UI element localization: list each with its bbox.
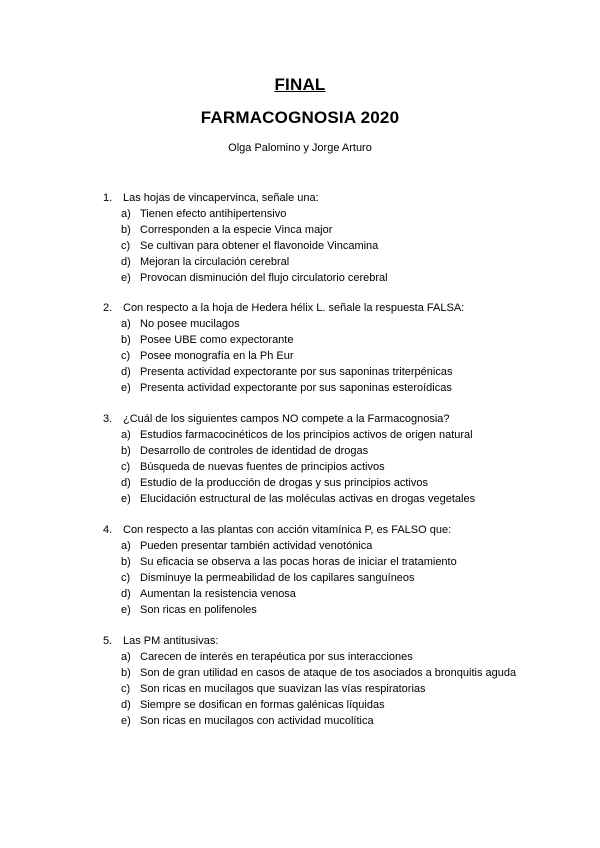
question-number: 5. — [103, 635, 113, 647]
question-3 — [103, 411, 475, 507]
question-text: Con respecto a la hoja de Hedera hélix L. señale la respuesta FALSA: — [123, 302, 465, 314]
option-text: No posee mucilagos — [140, 318, 240, 330]
option-text: Corresponden a la especie Vinca major — [140, 224, 333, 236]
option-list — [103, 316, 464, 396]
option-d — [103, 697, 516, 713]
option-letter: b) — [121, 556, 131, 568]
option-d — [103, 586, 457, 602]
option-text: Carecen de interés en terapéutica por sus interacciones — [140, 651, 413, 663]
question-header — [103, 300, 464, 316]
question-2 — [103, 300, 464, 396]
question-number: 1. — [103, 192, 113, 204]
option-letter: d) — [121, 256, 131, 268]
option-letter: e) — [121, 493, 131, 505]
option-c — [103, 570, 457, 586]
option-letter: c) — [121, 350, 131, 362]
option-b — [103, 443, 475, 459]
question-header — [103, 190, 388, 206]
option-text: Posee UBE como expectorante — [140, 334, 294, 346]
option-letter: e) — [121, 604, 131, 616]
option-text: Desarrollo de controles de identidad de drogas — [140, 445, 369, 457]
option-a — [103, 316, 464, 332]
option-text: Disminuye la permeabilidad de los capilares sanguíneos — [140, 572, 415, 584]
option-letter: a) — [121, 540, 131, 552]
option-letter: b) — [121, 224, 131, 236]
option-text: Posee monografía en la Ph Eur — [140, 350, 294, 362]
option-b — [103, 554, 457, 570]
question-text: Con respecto a las plantas con acción vitamínica P, es FALSO que: — [123, 524, 452, 536]
option-letter: c) — [121, 461, 131, 473]
question-header — [103, 522, 457, 538]
option-list — [103, 206, 388, 286]
option-text: Siempre se dosifican en formas galénicas líquidas — [140, 699, 385, 711]
option-a — [103, 206, 388, 222]
question-1 — [103, 190, 388, 286]
option-e — [103, 602, 457, 618]
option-letter: b) — [121, 445, 131, 457]
option-letter: d) — [121, 366, 131, 378]
option-b — [103, 332, 464, 348]
option-letter: b) — [121, 334, 131, 346]
option-letter: c) — [121, 683, 131, 695]
option-text: Son ricas en mucilagos que suavizan las vías respiratorias — [140, 683, 426, 695]
option-letter: a) — [121, 429, 131, 441]
option-text: Estudio de la producción de drogas y sus principios activos — [140, 477, 428, 489]
option-letter: c) — [121, 240, 131, 252]
option-letter: e) — [121, 382, 131, 394]
option-text: Elucidación estructural de las moléculas activas en drogas vegetales — [140, 493, 476, 505]
option-list — [103, 538, 457, 618]
option-list — [103, 649, 516, 729]
option-e — [103, 491, 475, 507]
question-number: 4. — [103, 524, 113, 536]
option-d — [103, 364, 464, 380]
option-a — [103, 649, 516, 665]
option-a — [103, 427, 475, 443]
question-header — [103, 633, 516, 649]
option-text: Estudios farmacocinéticos de los principios activos de origen natural — [140, 429, 473, 441]
option-c — [103, 459, 475, 475]
option-list — [103, 427, 475, 507]
option-d — [103, 475, 475, 491]
option-e — [103, 380, 464, 396]
question-text: Las PM antitusivas: — [123, 635, 219, 647]
option-text: Se cultivan para obtener el flavonoide Vincamina — [140, 240, 379, 252]
option-text: Son ricas en mucilagos con actividad mucolítica — [140, 715, 374, 727]
option-c — [103, 348, 464, 364]
exam-title: FINAL — [274, 75, 326, 94]
question-4 — [103, 522, 457, 618]
question-5 — [103, 633, 516, 729]
question-text: Las hojas de vincapervinca, señale una: — [123, 192, 319, 204]
option-d — [103, 254, 388, 270]
option-text: Son ricas en polifenoles — [140, 604, 257, 616]
option-letter: d) — [121, 699, 131, 711]
exam-authors: Olga Palomino y Jorge Arturo — [228, 142, 372, 154]
option-text: Pueden presentar también actividad venotónica — [140, 540, 373, 552]
option-letter: a) — [121, 651, 131, 663]
question-number: 3. — [103, 413, 113, 425]
option-letter: a) — [121, 208, 131, 220]
option-letter: e) — [121, 272, 131, 284]
option-text: Tienen efecto antihipertensivo — [140, 208, 287, 220]
option-c — [103, 681, 516, 697]
question-header — [103, 411, 475, 427]
option-text: Su eficacia se observa a las pocas horas de iniciar el tratamiento — [140, 556, 457, 568]
option-letter: d) — [121, 588, 131, 600]
option-letter: c) — [121, 572, 131, 584]
question-text: ¿Cuál de los siguientes campos NO compete a la Farmacognosia? — [123, 413, 450, 425]
option-text: Mejoran la circulación cerebral — [140, 256, 290, 268]
option-text: Presenta actividad expectorante por sus saponinas triterpénicas — [140, 366, 453, 378]
option-text: Provocan disminución del flujo circulatorio cerebral — [140, 272, 388, 284]
option-a — [103, 538, 457, 554]
option-text: Son de gran utilidad en casos de ataque de tos asociados a bronquitis aguda — [140, 667, 517, 679]
option-letter: e) — [121, 715, 131, 727]
option-b — [103, 665, 516, 681]
option-letter: a) — [121, 318, 131, 330]
option-letter: b) — [121, 667, 131, 679]
option-b — [103, 222, 388, 238]
option-c — [103, 238, 388, 254]
option-letter: d) — [121, 477, 131, 489]
option-e — [103, 270, 388, 286]
option-text: Búsqueda de nuevas fuentes de principios activos — [140, 461, 385, 473]
question-number: 2. — [103, 302, 113, 314]
exam-subject: FARMACOGNOSIA 2020 — [200, 108, 400, 127]
option-text: Presenta actividad expectorante por sus saponinas esteroídicas — [140, 382, 452, 394]
option-text: Aumentan la resistencia venosa — [140, 588, 296, 600]
option-e — [103, 713, 516, 729]
